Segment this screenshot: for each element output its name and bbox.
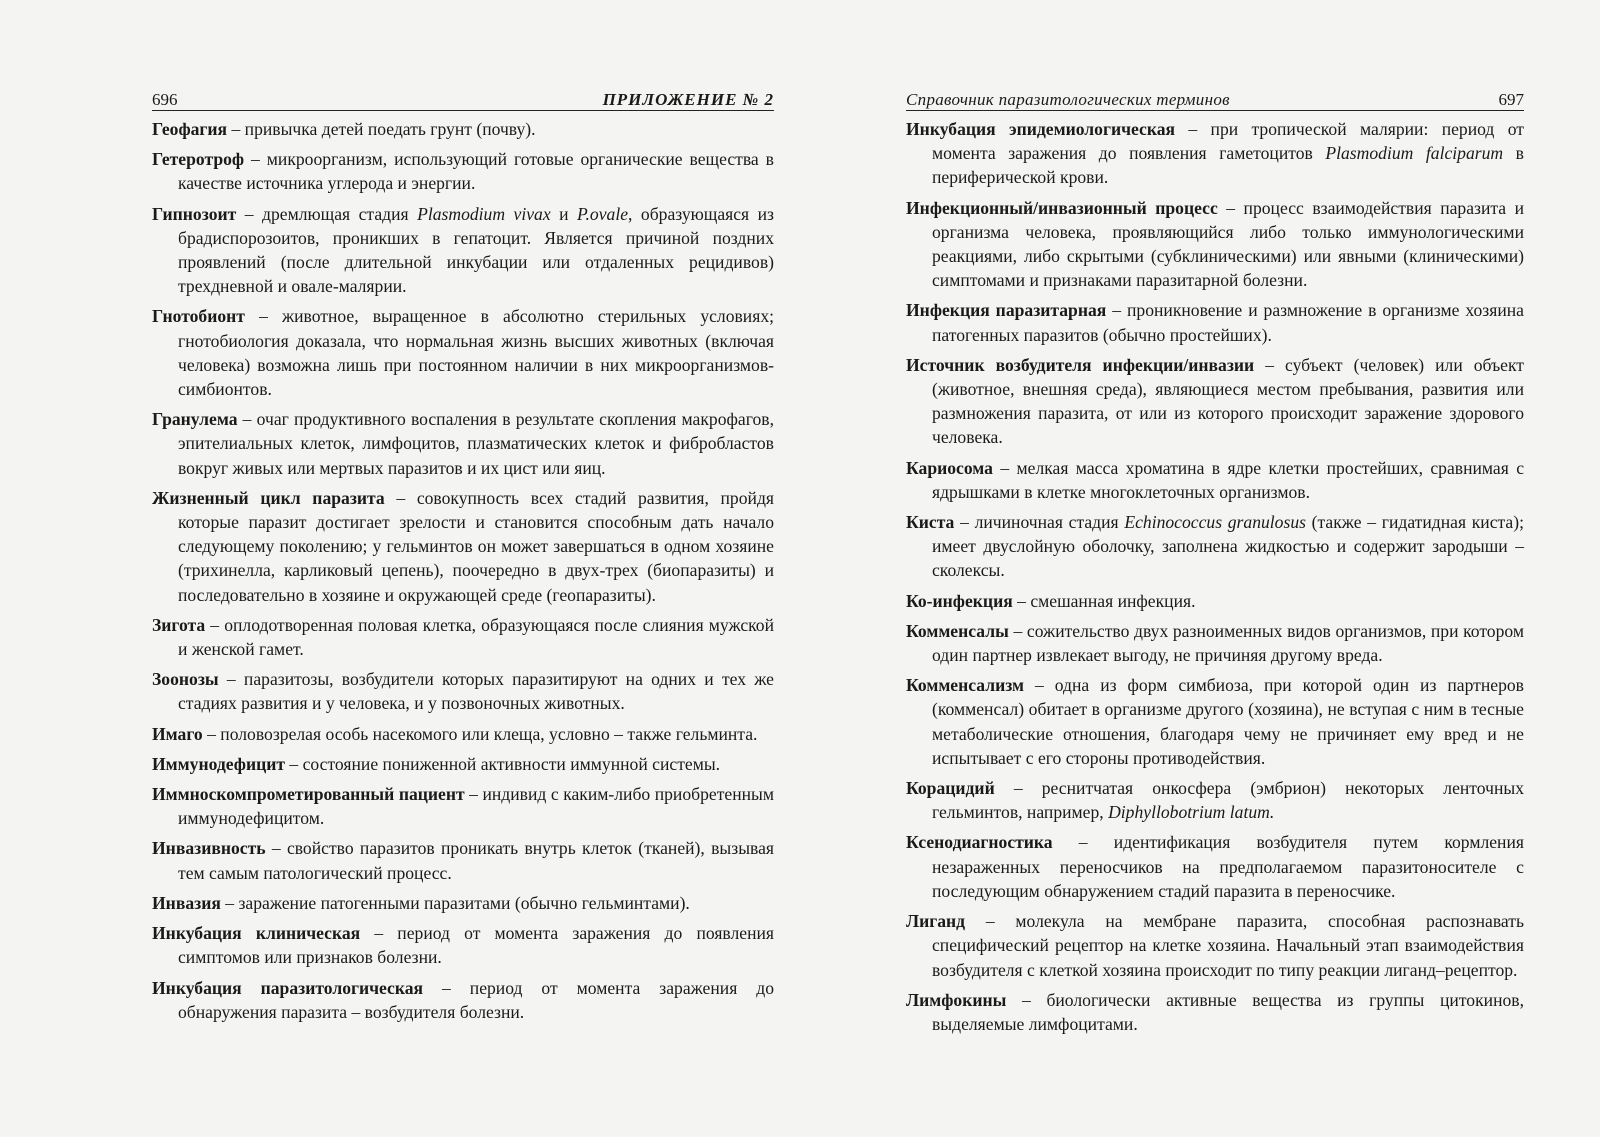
glossary-term: Киста bbox=[906, 512, 955, 533]
glossary-entry bbox=[906, 619, 1524, 667]
glossary-definition: – период от момента заражения до обнаружения паразита – возбудителя болезни. bbox=[178, 977, 774, 1022]
glossary-entry bbox=[906, 830, 1524, 903]
glossary-entry bbox=[152, 722, 774, 746]
glossary-term: Ксенодиагностика bbox=[906, 832, 1053, 853]
glossary-term: Зоонозы bbox=[152, 669, 219, 690]
page-number: 696 bbox=[152, 90, 178, 109]
glossary-term: Корацидий bbox=[906, 778, 995, 799]
running-head: Справочник паразитологических терминов bbox=[906, 90, 1230, 109]
glossary-entry bbox=[906, 673, 1524, 770]
glossary-definition: – мелкая масса хроматина в ядре клетки простейших, сравнимая с ядрышками в клетке многоклеточных организмов. bbox=[932, 457, 1524, 502]
glossary-term: Иммноскомпрометированный пациент bbox=[152, 784, 465, 805]
glossary-definition: – индивид с каким-либо приобретенным иммунодефицитом. bbox=[178, 784, 774, 829]
glossary-definition: – при тропической малярии: период от момента заражения до появления гаметоцитов Plasmodium falciparum в периферической крови. bbox=[932, 119, 1524, 188]
glossary-term: Иммунодефицит bbox=[152, 753, 286, 774]
glossary-entry bbox=[152, 836, 774, 884]
glossary-definition: – заражение патогенными паразитами (обычно гельминтами). bbox=[220, 892, 690, 913]
glossary-term: Инфекция паразитарная bbox=[906, 300, 1107, 321]
glossary-term: Имаго bbox=[152, 723, 203, 744]
glossary-entry bbox=[152, 921, 774, 969]
glossary-term: Лимфокины bbox=[906, 989, 1007, 1010]
glossary-term: Гипнозоит bbox=[152, 203, 237, 224]
glossary-term: Инвазивность bbox=[152, 838, 266, 859]
glossary-entry bbox=[906, 988, 1524, 1036]
glossary-entry bbox=[152, 407, 774, 480]
glossary-entry bbox=[152, 486, 774, 607]
glossary-definition: – молекула на мембране паразита, способная распознавать специфический рецептор на клетке хозяина. Начальный этап взаимодействия возбудителя с клеткой хозяина происходит по типу реакции лиганд–рецептор. bbox=[932, 911, 1524, 980]
glossary-definition: – процесс взаимодействия паразита и организма человека, проявляющийся либо только иммунологическими реакциями, либо скрытыми (субклиническими) или явными (клиническими) симптомами и признаками паразитарной болезни. bbox=[932, 197, 1525, 291]
glossary-entry bbox=[152, 782, 774, 830]
glossary-term: Гнотобионт bbox=[152, 306, 245, 327]
glossary-term: Ко-инфекция bbox=[906, 590, 1013, 611]
glossary-term: Комменсализм bbox=[906, 675, 1025, 696]
glossary-definition: – половозрелая особь насекомого или клеща, условно – также гельминта. bbox=[202, 723, 758, 744]
glossary-entry bbox=[152, 752, 774, 776]
glossary-definition: – одна из форм симбиоза, при которой один из партнеров (комменсал) обитает в организме другого (хозяина), не вступая с ним в тесные метаболические отношения, благодаря чему не причиняет ему вред и не испытывает с его стороны противодействия. bbox=[932, 675, 1524, 768]
glossary-term: Инкубация паразитологическая bbox=[152, 977, 424, 998]
glossary-definition: – биологически активные вещества из группы цитокинов, выделяемые лимфоцитами. bbox=[932, 989, 1524, 1034]
glossary-entry bbox=[906, 353, 1524, 450]
glossary-entry bbox=[906, 909, 1524, 982]
glossary-term: Инфекционный/инвазионный процесс bbox=[906, 197, 1218, 218]
glossary-entry bbox=[906, 298, 1524, 346]
glossary-term: Инвазия bbox=[152, 892, 221, 913]
glossary-definition: – свойство паразитов проникать внутрь клеток (тканей), вызывая тем самым патологический процесс. bbox=[178, 838, 774, 883]
left-page-header bbox=[152, 82, 774, 111]
glossary-definition: – дремлющая стадия Plasmodium vivax и P.ovale, образующаяся из брадиспорозоитов, проникших в гепатоцит. Является причиной поздних проявлений (после длительной инкубации или отдаленных рецидивов) трехдневной и овале-малярии. bbox=[178, 203, 774, 297]
glossary-term: Инкубация эпидемиологическая bbox=[906, 119, 1176, 139]
glossary-entry bbox=[906, 456, 1524, 504]
glossary-definition: – совокупность всех стадий развития, пройдя которые паразит достигает зрелости и становится способным дать начало следующему поколению; у гельминтов он может завершаться в одном хозяине (трихинелла, карликовый цепень), поочередно в двух-трех (биопаразиты) и последовательно в хозяине и окружающей среде (геопаразиты). bbox=[178, 487, 774, 605]
glossary-definition: – очаг продуктивного воспаления в результате скопления макрофагов, эпителиальных клеток, лимфоцитов, плазматических клеток и фибробластов вокруг живых или мертвых паразитов и их цист или яиц. bbox=[178, 409, 774, 478]
glossary-entry bbox=[906, 510, 1524, 583]
running-head: ПРИЛОЖЕНИЕ № 2 bbox=[602, 90, 774, 109]
glossary-entry bbox=[152, 147, 774, 195]
glossary-entry bbox=[152, 202, 774, 299]
glossary-term: Геофагия bbox=[152, 119, 228, 139]
glossary-entry bbox=[152, 891, 774, 915]
glossary-term: Лиганд bbox=[906, 911, 966, 932]
glossary-term: Гетеротроф bbox=[152, 149, 245, 170]
glossary-definition: – период от момента заражения до появления симптомов или признаков болезни. bbox=[178, 923, 775, 968]
glossary-term: Гранулема bbox=[152, 409, 238, 430]
glossary-definition: – микроорганизм, использующий готовые органические вещества в качестве источника углерода и энергии. bbox=[178, 149, 774, 194]
glossary-entry bbox=[152, 667, 774, 715]
glossary-entries bbox=[152, 117, 774, 1024]
glossary-term: Кариосома bbox=[906, 457, 993, 478]
left-page bbox=[152, 82, 774, 1030]
page-number: 697 bbox=[1498, 90, 1524, 109]
glossary-entries bbox=[906, 117, 1524, 1036]
glossary-definition: – состояние пониженной активности иммунной системы. bbox=[285, 753, 721, 774]
glossary-definition: – животное, выращенное в абсолютно стерильных условиях; гнотобиология доказала, что нормальная жизнь высших животных (включая человека) возможна лишь при постоянном наличии в них микроорганизмов-симбионтов. bbox=[178, 306, 774, 400]
glossary-entry bbox=[906, 117, 1524, 190]
glossary-entry bbox=[906, 589, 1524, 613]
glossary-definition: – субъект (человек) или объект (животное, внешняя среда), являющиеся местом пребывания, развития или размножения паразита, от или из которого происходит заражение здорового человека. bbox=[932, 354, 1524, 448]
glossary-definition: – проникновение и размножение в организме хозяина патогенных паразитов (обычно простейших). bbox=[932, 300, 1524, 345]
glossary-definition: – смешанная инфекция. bbox=[1012, 590, 1196, 611]
glossary-definition: – паразитозы, возбудители которых паразитируют на одних и тех же стадиях развития и у человека, и у позвоночных животных. bbox=[178, 669, 774, 714]
glossary-entry bbox=[152, 976, 774, 1024]
glossary-definition: – оплодотворенная половая клетка, образующаяся после слияния мужской и женской гамет. bbox=[178, 614, 774, 660]
glossary-definition: – реснитчатая онкосфера (эмбрион) некоторых ленточных гельминтов, например, Diphyllobotrium latum. bbox=[932, 778, 1524, 823]
right-page bbox=[906, 82, 1524, 1042]
glossary-definition: – личиночная стадия Echinococcus granulosus (также – гидатидная киста); имеет двуслойную оболочку, заполнена жидкостью и содержит зародыши – сколексы. bbox=[932, 512, 1524, 581]
glossary-term: Жизненный цикл паразита bbox=[152, 487, 385, 508]
glossary-entry bbox=[152, 613, 774, 661]
glossary-entry bbox=[906, 196, 1524, 293]
glossary-entry bbox=[152, 304, 774, 401]
glossary-term: Зигота bbox=[152, 614, 206, 635]
glossary-term: Источник возбудителя инфекции/инвазии bbox=[906, 354, 1255, 375]
glossary-entry bbox=[906, 776, 1524, 824]
glossary-definition: – сожительство двух разноименных видов организмов, при котором один партнер извлекает выгоду, не причиняя другому вреда. bbox=[932, 620, 1524, 666]
right-page-header bbox=[906, 82, 1524, 111]
glossary-term: Комменсалы bbox=[906, 620, 1009, 641]
glossary-definition: – привычка детей поедать грунт (почву). bbox=[227, 119, 536, 139]
glossary-definition: – идентификация возбудителя путем кормления незараженных переносчиков на предполагаемом паразитоносителе с последующим обнаружением стадий паразита в переносчике. bbox=[932, 832, 1524, 901]
glossary-entry bbox=[152, 117, 774, 141]
glossary-term: Инкубация клиническая bbox=[152, 923, 361, 944]
